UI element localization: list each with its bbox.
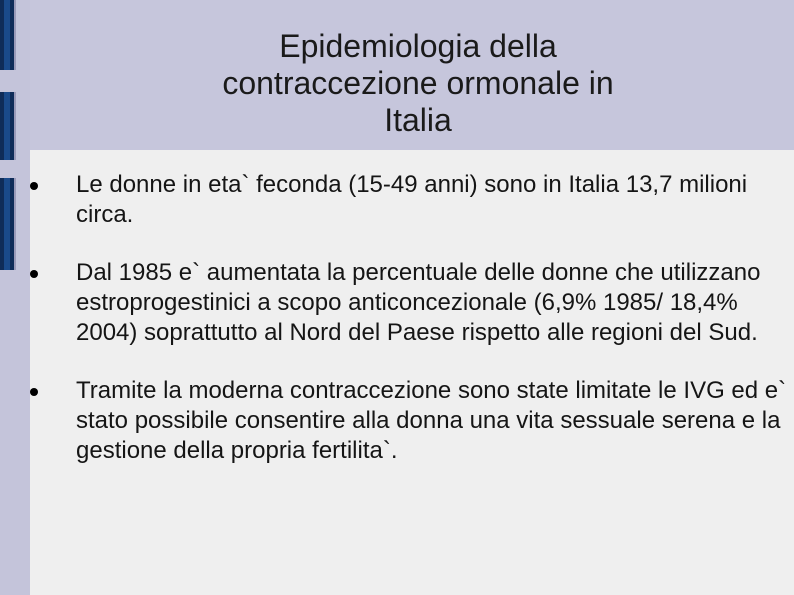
bullet-text: Dal 1985 e` aumentata la percentuale delle donne che utilizzano estroprogestinici a scopo anticoncezionale (6,9% 1985/ 18,4% 2004) soprattutto al Nord del Paese rispetto alle regioni del Sud. <box>76 259 761 346</box>
side-decoration-bar-2 <box>0 92 16 160</box>
slide-content <box>30 150 794 595</box>
bullet-dot-icon <box>30 388 38 396</box>
title-area <box>30 0 794 150</box>
bullet-dot-icon <box>30 270 38 278</box>
bullet-text: Le donne in eta` feconda (15-49 anni) sono in Italia 13,7 milioni circa. <box>76 171 748 228</box>
bullet-text: Tramite la moderna contraccezione sono state limitate le IVG ed e` stato possibile consentire alla donna una vita sessuale serena e la gestione della propria fertilita`. <box>76 377 787 464</box>
slide-title-line-2: contraccezione ormonale in <box>222 65 614 101</box>
bullet-item <box>30 258 794 348</box>
bullet-dot-icon <box>30 182 38 190</box>
side-decoration-bar-3 <box>0 178 16 270</box>
slide-title <box>30 28 794 139</box>
bullet-item <box>30 170 794 230</box>
slide-title-line-1: Epidemiologia della <box>279 28 557 64</box>
bullet-item <box>30 376 794 466</box>
slide-title-line-3: Italia <box>384 102 452 138</box>
side-decoration-bar-1 <box>0 0 16 70</box>
bullet-list <box>30 170 794 494</box>
